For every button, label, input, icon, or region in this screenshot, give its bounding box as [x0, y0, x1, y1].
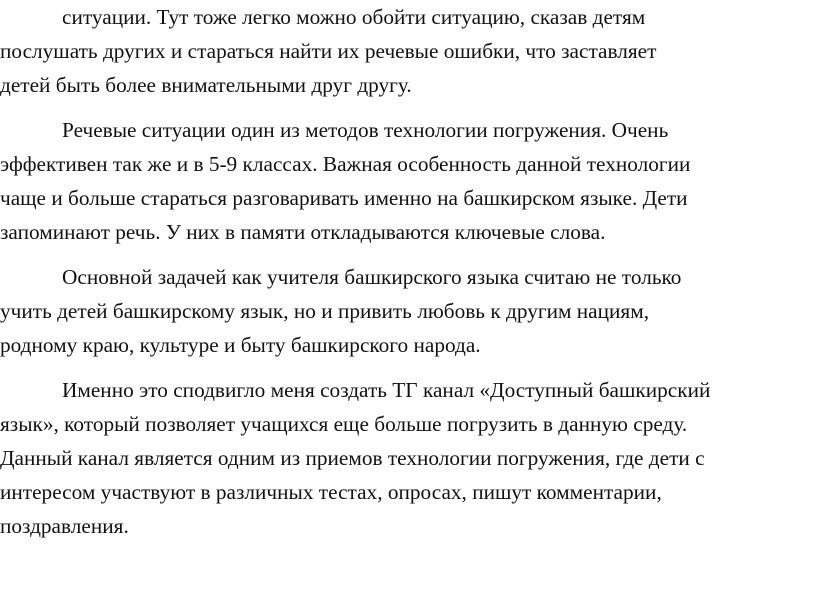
- paragraph-2-line-2: эффективен так же и в 5-9 классах. Важная особенность данной технологии: [0, 152, 691, 176]
- paragraph-4-line-3: Данный канал является одним из приемов технологии погружения, где дети с: [0, 446, 705, 470]
- paragraph-2-line-3: чаще и больше стараться разговаривать именно на башкирском языке. Дети: [0, 186, 688, 210]
- paragraph-2-line-4: запоминают речь. У них в памяти откладываются ключевые слова.: [0, 220, 606, 244]
- paragraph-4-line-5: поздравления.: [0, 514, 129, 538]
- paragraph-4-line-1: Именно это сподвигло меня создать ТГ канал «Доступный башкирский: [62, 378, 711, 402]
- paragraph-3-line-2: учить детей башкирскому язык, но и привить любовь к другим нациям,: [0, 299, 650, 323]
- paragraph-4-line-2: язык», который позволяет учащихся еще больше погрузить в данную среду.: [0, 412, 688, 436]
- paragraph-2-line-1: Речевые ситуации один из методов технологии погружения. Очень: [62, 118, 669, 142]
- paragraph-4-line-4: интересом участвуют в различных тестах, опросах, пишут комментарии,: [0, 480, 662, 504]
- paragraph-3-line-3: родному краю, культуре и быту башкирского народа.: [0, 333, 481, 357]
- paragraph-1-line-3: детей быть более внимательными друг другу.: [0, 73, 412, 97]
- paragraph-1-line-2: послушать других и стараться найти их речевые ошибки, что заставляет: [0, 39, 657, 63]
- paragraph-3-line-1: Основной задачей как учителя башкирского языка считаю не только: [62, 265, 682, 289]
- paragraph-1-line-1: ситуации. Тут тоже легко можно обойти ситуацию, сказав детям: [62, 5, 646, 29]
